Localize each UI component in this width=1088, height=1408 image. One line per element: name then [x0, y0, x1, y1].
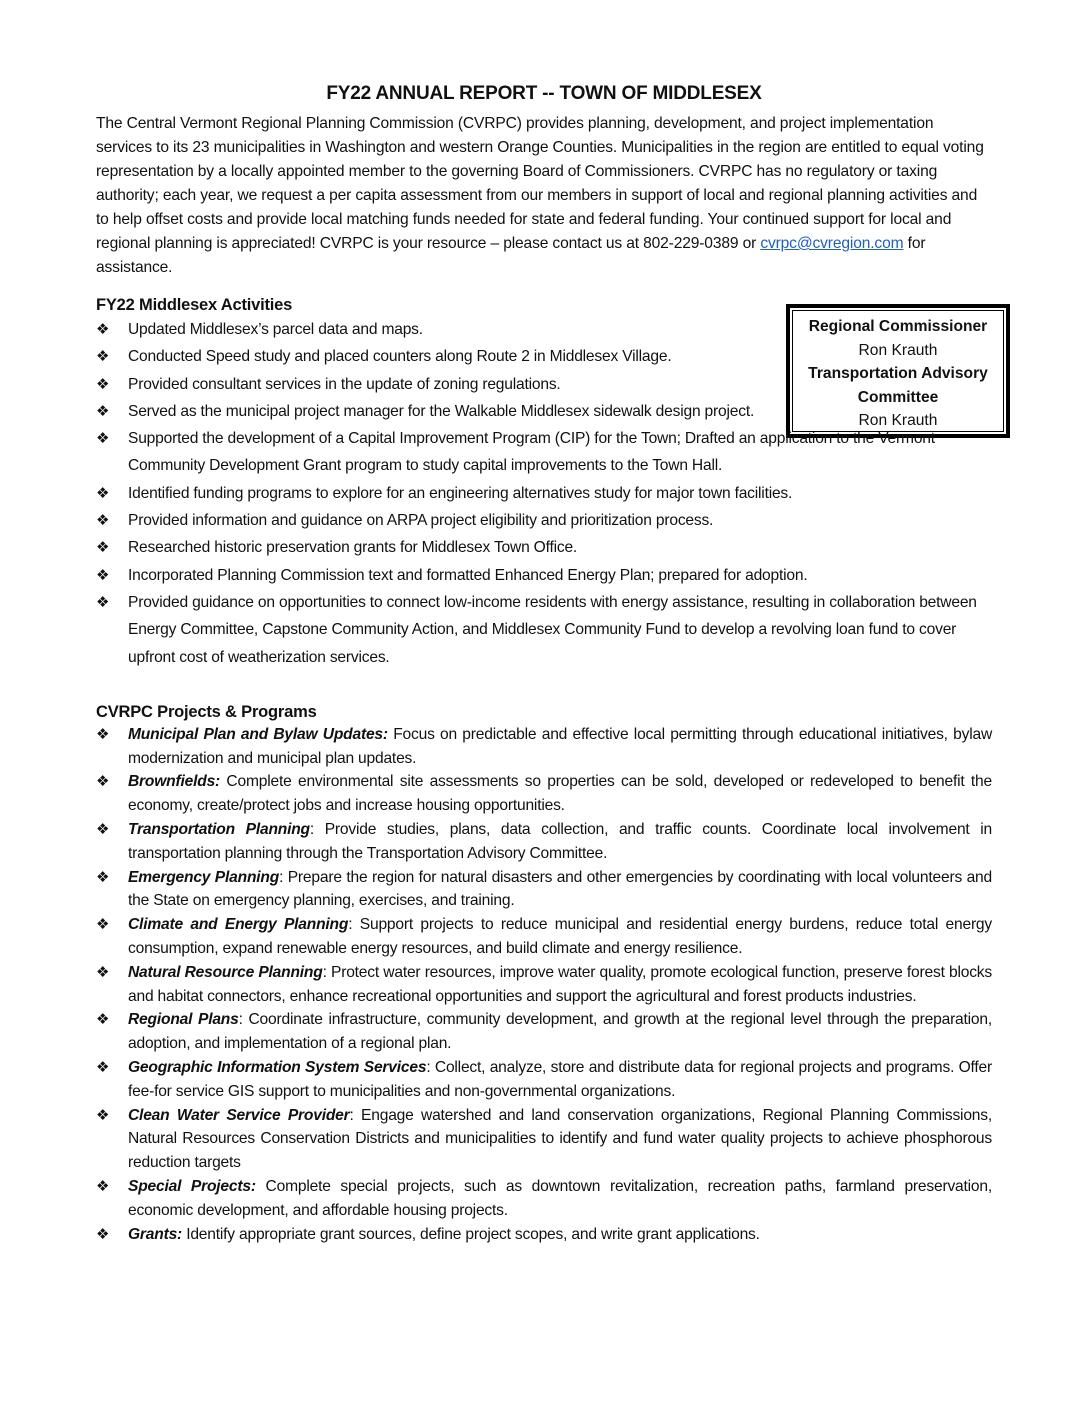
projects-list: [96, 723, 992, 1247]
project-description: : Provide studies, plans, data collection, and traffic counts. Coordinate local involvement in transportation planning through the Transportation Advisory Committee.: [128, 821, 992, 862]
diamond-bullet-icon: ❖: [96, 1106, 110, 1124]
diamond-bullet-icon: ❖: [96, 821, 110, 839]
project-description: Complete environmental site assessments so properties can be sold, developed or redeveloped to benefit the economy, create/protect jobs and increase housing opportunities.: [128, 773, 992, 815]
list-item: ❖ Updated Middlesex’s parcel data and maps.: [96, 316, 768, 343]
intro-text: The Central Vermont Regional Planning Commission (CVRPC) provides planning, development, and project implementation services to its 23 municipalities in Washington and western Orange Counties. Municipalities in the region are entitled to equal voting representation by a locally appointed member to the governing Board of Commissioners. CVRPC has no regulatory or taxing authority; each year, we request a per capita assessment from our members in support of local and regional planning activities and to help offset costs and provide local matching funds needed for state and federal funding. Your continued support for local and regional planning is appreciated! CVRPC is your resource – please contact us at 802-229-0389 or: [96, 115, 984, 252]
list-item: ❖ Provided consultant services in the update of zoning regulations.: [96, 371, 768, 398]
diamond-bullet-icon: ❖: [96, 566, 110, 584]
project-description: Complete special projects, such as downtown revitalization, recreation paths, farmland preservation, economic development, and affordable housing projects.: [128, 1178, 992, 1219]
project-description: Focus on predictable and effective local permitting through educational initiatives, bylaw modernization and municipal plan updates.: [128, 725, 992, 767]
list-item: ❖ Provided information and guidance on ARPA project eligibility and prioritization process.: [96, 507, 992, 534]
project-name: Regional Plans: [128, 1011, 239, 1029]
list-item: ❖ Served as the municipal project manager for the Walkable Middlesex sidewalk design project.: [96, 398, 768, 425]
list-item: ❖ Researched historic preservation grants for Middlesex Town Office.: [96, 534, 992, 561]
diamond-bullet-icon: ❖: [96, 773, 110, 791]
list-item: [96, 818, 992, 866]
regional-commissioner-name: Ron Krauth: [858, 341, 938, 359]
activities-section: [96, 294, 992, 671]
project-name: Natural Resource Planning: [128, 963, 323, 981]
project-description: : Coordinate infrastructure, community development, and growth at the regional level through the preparation, adoption, and implementation of a regional plan.: [128, 1011, 993, 1053]
diamond-bullet-icon: ❖: [96, 348, 110, 366]
projects-heading: CVRPC Projects & Programs: [96, 702, 317, 721]
list-item: [96, 770, 992, 818]
regional-commissioner-label: Regional Commissioner: [808, 318, 988, 335]
page-title: FY22 ANNUAL REPORT -- TOWN OF MIDDLESEX: [326, 83, 762, 104]
document-page: [96, 82, 992, 1246]
tac-member-name: Ron Krauth: [858, 412, 938, 429]
list-item: ❖ Conducted Speed study and placed counters along Route 2 in Middlesex Village.: [96, 343, 768, 370]
project-description: : Engage watershed and land conservation organizations, Regional Planning Commissions, Natural Resources Conservation Districts and municipalities to identify and fund water quality projects to achieve phosphorous reduction targets: [128, 1106, 992, 1172]
diamond-bullet-icon: ❖: [96, 512, 110, 530]
project-name: Emergency Planning: [128, 868, 280, 886]
diamond-bullet-icon: ❖: [96, 1059, 110, 1077]
diamond-bullet-icon: ❖: [96, 725, 110, 743]
diamond-bullet-icon: ❖: [96, 430, 110, 448]
commissioner-box: [786, 304, 1010, 438]
list-item: [96, 1175, 992, 1223]
projects-section: [96, 701, 992, 1247]
project-name: Geographic Information System Services: [128, 1059, 427, 1077]
list-item: [96, 1056, 992, 1104]
list-item: [96, 1104, 992, 1175]
project-name: Clean Water Service Provider: [128, 1106, 350, 1124]
intro-paragraph: [96, 112, 992, 280]
project-description: : Protect water resources, improve water quality, promote ecological function, preserve forest blocks and habitat connectors, enhance recreational opportunities and support the agricultural and forest products industries.: [128, 963, 992, 1005]
list-item: [96, 866, 992, 914]
diamond-bullet-icon: ❖: [96, 402, 110, 420]
list-item: [96, 1223, 992, 1247]
diamond-bullet-icon: ❖: [96, 1178, 110, 1195]
list-item: [96, 961, 992, 1009]
project-description: Identify appropriate grant sources, define project scopes, and write grant applications.: [182, 1225, 760, 1243]
diamond-bullet-icon: ❖: [96, 1011, 110, 1029]
project-name: Special Projects:: [128, 1178, 256, 1195]
list-item: ❖ Incorporated Planning Commission text and formatted Enhanced Energy Plan; prepared for adoption.: [96, 562, 992, 589]
tac-label-line-1: Transportation Advisory: [808, 365, 988, 382]
list-item: [96, 913, 992, 961]
list-item: ❖ Provided guidance on opportunities to connect low-income residents with energy assistance, resulting in collaboration between Energy Committee, Capstone Community Action, and Middlesex Community Fund to develop a revolving loan fund to cover upfront cost of weatherization services.: [96, 589, 992, 671]
diamond-bullet-icon: ❖: [96, 375, 110, 393]
list-item: [96, 1008, 992, 1056]
diamond-bullet-icon: ❖: [96, 868, 110, 886]
project-name: Grants:: [128, 1225, 183, 1243]
list-item: ❖ Supported the development of a Capital Improvement Program (CIP) for the Town; Drafted an application to the Vermont Community Development Grant program to study capital improvements to the Town Hall.: [96, 425, 992, 480]
diamond-bullet-icon: ❖: [96, 916, 110, 934]
intro-text-end: for assistance.: [96, 235, 926, 276]
project-name: Transportation Planning: [128, 821, 310, 839]
diamond-bullet-icon: ❖: [96, 539, 110, 557]
list-item: ❖ Identified funding programs to explore for an engineering alternatives study for major town facilities.: [96, 480, 992, 507]
project-description: : Collect, analyze, store and distribute data for regional projects and programs. Offer fee-for service GIS support to municipalities and non-governmental organizations.: [128, 1059, 992, 1100]
activities-heading: FY22 Middlesex Activities: [96, 296, 293, 314]
project-description: : Prepare the region for natural disasters and other emergencies by coordinating with local volunteers and the State on emergency planning, exercises, and training.: [128, 868, 992, 910]
project-name: Brownfields:: [128, 773, 221, 791]
project-name: Municipal Plan and Bylaw Updates:: [128, 725, 388, 743]
tac-label-line-2: Committee: [857, 388, 939, 406]
diamond-bullet-icon: ❖: [96, 593, 110, 611]
diamond-bullet-icon: ❖: [96, 963, 110, 981]
project-name: Climate and Energy Planning: [128, 916, 349, 934]
diamond-bullet-icon: ❖: [96, 484, 110, 502]
diamond-bullet-icon: ❖: [96, 321, 110, 338]
commissioner-box-inner: [792, 310, 1004, 432]
diamond-bullet-icon: ❖: [96, 1225, 110, 1243]
email-link[interactable]: cvrpc@cvregion.com: [760, 235, 904, 252]
project-description: : Support projects to reduce municipal and residential energy burdens, reduce total energy consumption, expand renewable energy resources, and build climate and energy resilience.: [128, 916, 993, 958]
list-item: [96, 723, 992, 771]
